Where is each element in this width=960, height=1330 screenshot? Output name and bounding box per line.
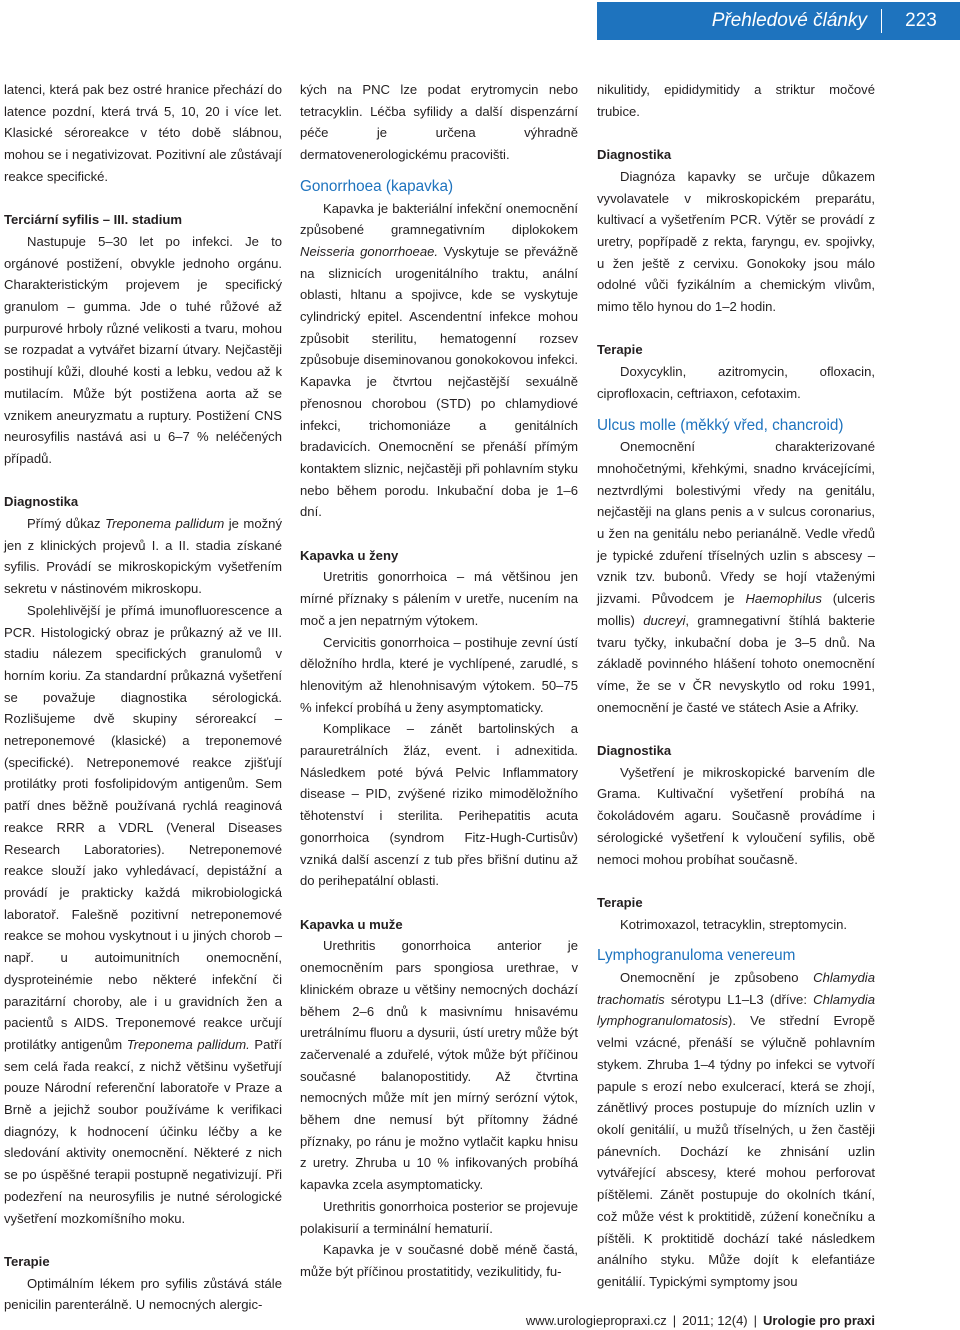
- heading-diagnostics: Diagnostika: [597, 743, 672, 759]
- column-1: [4, 79, 282, 1316]
- paragraph: Komplikace – zánět bartolinských a parauretrálních žláz, event. i adnexitida. Následkem poté bývá Pelvic Inflammatory disease – PID, zvýšené riziko mimoděložního těhotenství i sterilita. Perihepatitis acuta gonorrhoica (syndrom Fitz-Hugh-Curtisův) vzniká další ascenzí z tub přes břišní dutinu až do perihepatální oblasti.: [300, 721, 578, 889]
- heading-gonorrhoea: Gonorrhoea (kapavka): [300, 177, 454, 195]
- heading-therapy: Terapie: [4, 1253, 50, 1269]
- footer-url: www.urologiepropraxi.cz: [525, 1313, 667, 1328]
- heading-diagnostics: Diagnostika: [597, 147, 672, 163]
- footer-journal: Urologie pro praxi: [763, 1313, 875, 1328]
- heading-therapy: Terapie: [597, 342, 643, 358]
- paragraph: Onemocnění charakterizované mnohočetnými, křehkými, snadno krvácejícími, neztvrdlými bolestivými vředy na genitálu, nejčastěji na glans penis a v sulcus coronarius, u žen na genitálu nebo perianálně. Vedle vředů je typické zduření tříselných uzlin s abscesy – vznik tzv. bubonů. Vředy se hojí vtaženými jizvami. Původcem je Haemophilus (ulceris mollis) ducreyi, gramnegativní štíhlá bakterie tvaru tyčky, inkubační doba je 3–5 dnů. Na základě povinného hlášení tohoto onemocnění víme, že se v ČR nevyskytlo od roku 1991, onemocnění je časté ve státech Asie a Afriky.: [597, 439, 876, 715]
- paragraph: Spolehlivější je přímá imunofluorescence a PCR. Histologický obraz je průkazný až ve III. stadiu nálezem specifických granulomů v horním koriu. Za standardní průkazná vyšetření se považuje diagnostika sérologická. Rozlišujeme dvě skupiny séroreakcí – netreponemové (klasické) a treponemové (specifické). Netreponemové reakce zjišťují protilátky proti fosfolipidovým antigenům. Sem patří dnes běžně používaná rychlá reaginová reakce RRR a VDRL (Veneral Diseases Research Laboratories). Netreponemové reakce slouží jako vyhledávací, depistážní a provádí je prakticky každá mikrobiologická laboratoř. Falešně pozitivní netreponemové reakce se mohou vyskytnout i u jiných chorob – např. u autoimunitních onemocnění, dysproteinémie nebo některé infekční či parazitární choroby, ale i u gravidních žen a pacientů s AIDS. Treponemové reakce určují protilátky antigenům Treponema pallidum. Patří sem celá řada reakcí, z nichž většinu vyšetřují pouze Národní referenční laboratoře v Praze a Brně a jejichž soubor používáme k verifikaci diagnózy, k hodnocení účinku léčby a ke sledování aktivity onemocnění. Některé z nich se po úspěšné terapii postupně negativizují. Při podezření na neurosyfilis je nutné sérologické vyšetření mozkomíšního moku.: [4, 602, 283, 1226]
- heading-therapy: Terapie: [597, 894, 643, 910]
- paragraph: Nastupuje 5–30 let po infekci. Je to orgánové postižení, obvykle jednoho orgánu. Charakteristickým projevem je specifický granulom – gumma. Jde o tuhé růžové až purpurové hrboly různé velikosti a tvaru, mohou se rozpadat a vytvářet bizarní útvary. Nejčastěji postihují kůži, dlouhé kosti a lebku, vedou až k mutilacím. Může být postižena aorta až se vznikem aneuryzmatu a ruptury. Postižení CNS neurosyfilis nastává asi u 6–7 % neléčených případů.: [4, 233, 282, 466]
- paragraph: nikulitidy, epididymitidy a striktur močové trubice.: [597, 82, 875, 119]
- column-2: [300, 79, 578, 1283]
- paragraph: Urethritis gonorrhoica posterior se projevuje polakisurií a terminální hematurií.: [300, 1198, 578, 1236]
- paragraph: Uretritis gonorrhoica – má většinou jen mírné příznaky s pálením v uretře, nucením na moč a jen nepatrným výtokem.: [300, 569, 578, 628]
- paragraph: latenci, která pak bez ostré hranice přechází do latence pozdní, která trvá 5, 10, 20 i více let. Klasické séroreakce v této době slábnou, mohou se i negativizovat. Pozitivní ale zůstávají reakce specifické.: [4, 82, 282, 184]
- heading-diagnostics: Diagnostika: [4, 494, 79, 510]
- footer-separator: |: [753, 1313, 758, 1328]
- page-number: 223: [905, 10, 937, 31]
- footer-separator: |: [672, 1313, 677, 1328]
- paragraph: Doxycyklin, azitromycin, ofloxacin, ciprofloxacin, ceftriaxon, cefotaxim.: [597, 364, 875, 401]
- paragraph: Cervicitis gonorrhoica – postihuje zevní ústí děložního hrdla, které je vychlípené, zarudlé, s hlenovitým až hlenohnisavým výtokem. 50–75 % infekcí probíhá u ženy asymptomaticky.: [300, 634, 578, 715]
- heading-ulcus-molle: Ulcus molle (měkký vřed, chancroid): [597, 416, 844, 434]
- paragraph: Onemocnění je způsobeno Chlamydia trachomatis sérotypu L1–L3 (dříve: Chlamydia lymphogranulomatosis). Ve střední Evropě velmi vzácné, přenáší se výlučně pohlavním stykem. Zhruba 1–4 týdny po infekci se vytvoří papule s erozí nebo exulcerací, která se zhojí, zánětlivý proces postupuje do mízních uzlin v okolí genitálií, u mužů tříselných, u žen častěji pánevních. Dochází ke zhnisání uzlin vytvářející abscesy, které mohou perforovat píštělemi. Zánět postupuje do okolních tkání, což může vést k proktitidě, zúžení konečníku a píštěli. K proktitidě dochází také následkem análního styku. Může dojít k elefantiáze genitálií. Typickými symptomy jsou: [597, 970, 875, 1289]
- paragraph: Kapavka je v současné době méně častá, může být příčinou prostatitidy, vezikulitidy, fu-: [300, 1242, 578, 1279]
- heading-lymphogranuloma: Lymphogranuloma venereum: [597, 947, 796, 965]
- paragraph: Přímý důkaz Treponema pallidum je možný jen z klinických projevů I. a II. stadia získané syfilis. Provádí se mikroskopickým vyšetřením sekretu v nástinovém mikroskopu.: [4, 516, 282, 597]
- heading-tertiary-syphilis: Terciární syfilis – III. stadium: [4, 212, 183, 228]
- paragraph: Kotrimoxazol, tetracyklin, streptomycin.: [620, 916, 848, 932]
- header-band: [597, 2, 960, 40]
- heading-men: Kapavka u muže: [300, 916, 403, 932]
- heading-women: Kapavka u ženy: [300, 547, 399, 563]
- section-title: Přehledové články: [711, 10, 867, 31]
- footer-issue: 2011; 12(4): [682, 1313, 748, 1328]
- paragraph: Urethritis gonorrhoica anterior je onemocněním pars spongiosa urethrae, v klinickém obraze u většiny nemocných dochází během 2–6 dnů k masivnímu hnisavému uretrálnímu fluoru a dysurii, ústí uretry může být začervenalé a zduřelé, výtok může být příčinou současné balanopostitidy. Až čtvrtina nemocných může mít jen mírný serózní výtok, během dne nemusí být přítomny žádné příznaky, po ránu je možno vytlačit kapku hnisu z uretry. Zhruba u 10 % infikovaných probíhá kapavka zcela asymptomaticky.: [300, 938, 578, 1193]
- paragraph: Vyšetření je mikroskopické barvením dle Grama. Kultivační vyšetření probíhá na čokoládovém agaru. Současně provádíme i sérologické vyšetření k vyloučení syfilis, obě nemoci mohou probíhat současně.: [597, 764, 875, 867]
- paragraph: Diagnóza kapavky se určuje důkazem vyvolavatele v mikroskopickém preparátu, kultivací a vyšetřením PCR. Výtěr se provádí z uretry, popřípadě z rekta, faryngu, ev. spojivky, u žen ještě z cervixu. Gonokoky jsou málo odolné vůči fyzikálním a chemickým vlivům, mimo tělo hynou do 1–2 hodin.: [597, 168, 875, 315]
- paragraph: Optimálním lékem pro syfilis zůstává stále penicilin parenterálně. U nemocných alergic-: [4, 1275, 282, 1313]
- paragraph: kých na PNC lze podat erytromycin nebo tetracyklin. Léčba syfilidy a další dispenzární péče je určena výhradně dermatovenerologickému pracovišti.: [300, 82, 578, 163]
- page-footer: [0, 1312, 875, 1330]
- paragraph: Kapavka je bakteriální infekční onemocnění způsobené gramnegativním diplokokem Neisseria gonorrhoeae. Vyskytuje se převážně na sliznicích urogenitálního traktu, anální oblasti, hltanu a spojivce, kde se vyskytuje cylindrický epitel. Ascendentní infekce mohou způsobit sterilitu, hematogenní rozsev způsobuje diseminovanou gonokokovou infekci. Kapavka je čtvrtou nejčastější sexuálně přenosnou chorobou (STD) po chlamydiové infekci, trichomoniáze a genitálních bradavicích. Onemocnění se přenáší přímým kontaktem sliznic, nejčastěji při pohlavním styku nebo během porodu. Inkubační doba je 1–6 dní.: [300, 200, 578, 520]
- column-3: [597, 79, 875, 1293]
